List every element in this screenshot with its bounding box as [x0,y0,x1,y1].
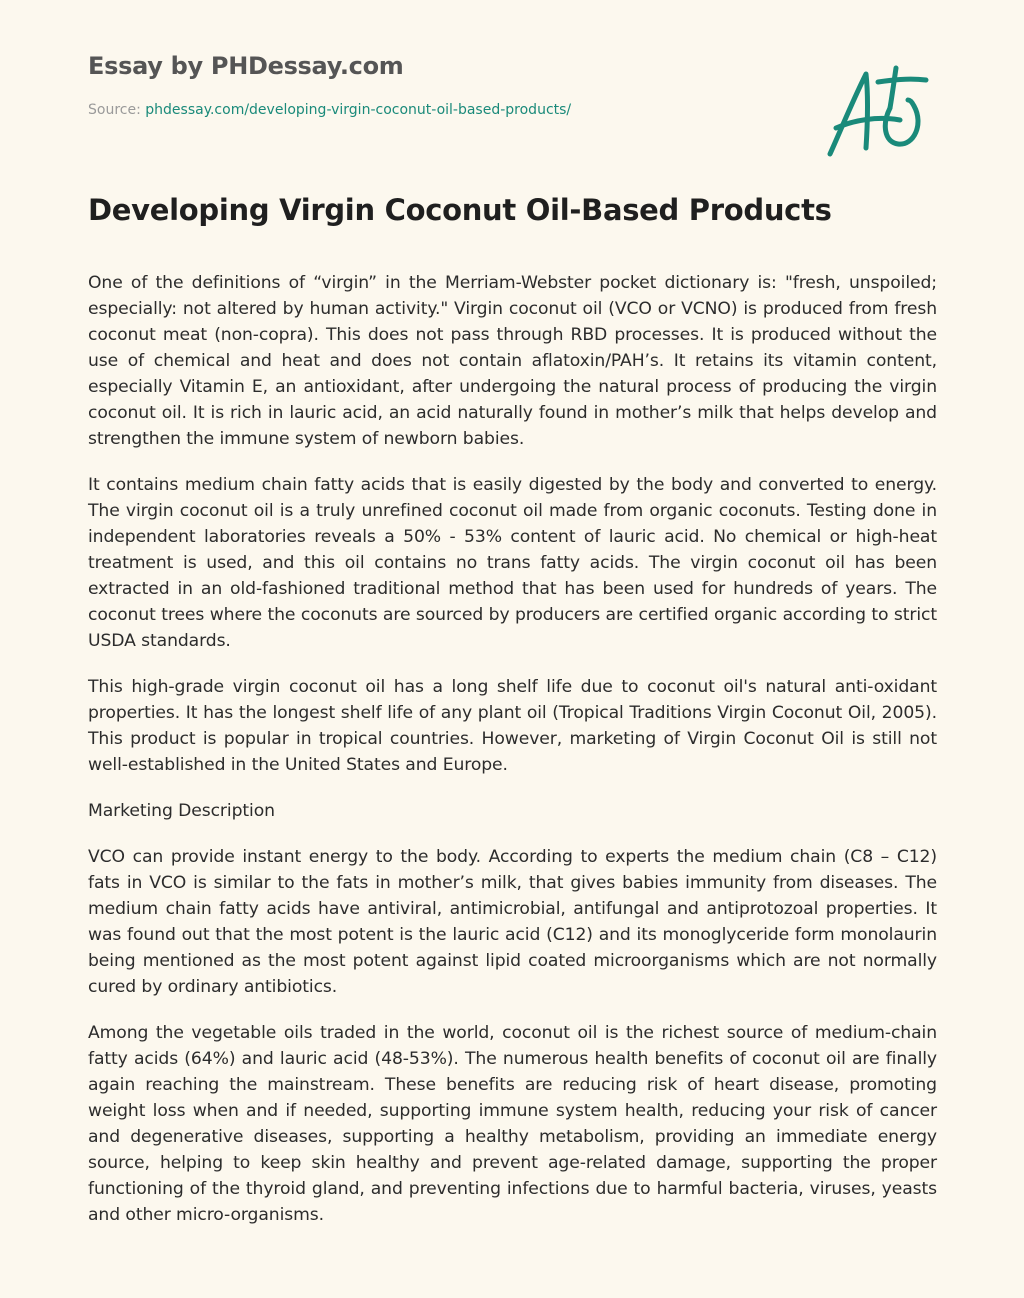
body-paragraph: One of the definitions of “virgin” in the Merriam-Webster pocket dictionary is: "fresh, unspoiled; especially: not altered by human activity." Virgin coconut oil (VCO or VCNO) is produced from fresh coconut meat (non-copra). This does not pass through RBD processes. It is produced without the use of chemical and heat and does not contain aflatoxin/PAH’s. It retains its vitamin content, especially Vitamin E, an antioxidant, after undergoing the natural process of producing the virgin coconut oil. It is rich in lauric acid, an acid naturally found in mother’s milk that helps develop and strengthen the immune system of newborn babies. [88,273,937,449]
essay-title: Developing Virgin Coconut Oil-Based Products [88,193,832,227]
body-paragraph: VCO can provide instant energy to the body. According to experts the medium chain (C8 – C12) fats in VCO is similar to the fats in mother’s milk, that gives babies immunity from diseases. The medium chain fatty acids have antiviral, antimicrobial, antifungal and antiprotozoal properties. It was found out that the most potent is the lauric acid (C12) and its monoglyceride form monolaurin being mentioned as the most potent against lipid coated microorganisms which are not normally cured by ordinary antibiotics. [88,847,937,997]
a-plus-grade-logo-icon [822,62,932,162]
source-link[interactable]: phdessay.com/developing-virgin-coconut-oil-based-products/ [145,102,572,118]
site-brand: Essay by PHDessay.com [88,52,404,80]
body-paragraph: Among the vegetable oils traded in the world, coconut oil is the richest source of medium-chain fatty acids (64%) and lauric acid (48-53%). The numerous health benefits of coconut oil are finally again reaching the mainstream. These benefits are reducing risk of heart disease, promoting weight loss when and if needed, supporting immune system health, reducing your risk of cancer and degenerative diseases, supporting a healthy metabolism, providing an immediate energy source, helping to keep skin healthy and prevent age-related damage, supporting the proper functioning of the thyroid gland, and preventing infections due to harmful bacteria, viruses, yeasts and other micro-organisms. [88,1023,937,1225]
source-line [88,100,788,120]
section-subheading: Marketing Description [88,801,275,821]
source-label: Source: [88,102,146,118]
essay-body [88,270,937,1248]
body-paragraph: This high-grade virgin coconut oil has a long shelf life due to coconut oil's natural anti-oxidant properties. It has the longest shelf life of any plant oil (Tropical Traditions Virgin Coconut Oil, 2005). This product is popular in tropical countries. However, marketing of Virgin Coconut Oil is still not well-established in the United States and Europe. [88,677,937,775]
body-paragraph: It contains medium chain fatty acids that is easily digested by the body and converted to energy. The virgin coconut oil is a truly unrefined coconut oil made from organic coconuts. Testing done in independent laboratories reveals a 50% - 53% content of lauric acid. No chemical or high-heat treatment is used, and this oil contains no trans fatty acids. The virgin coconut oil has been extracted in an old-fashioned traditional method that has been used for hundreds of years. The coconut trees where the coconuts are sourced by producers are certified organic according to strict USDA standards. [88,475,937,651]
page-header [88,50,788,120]
